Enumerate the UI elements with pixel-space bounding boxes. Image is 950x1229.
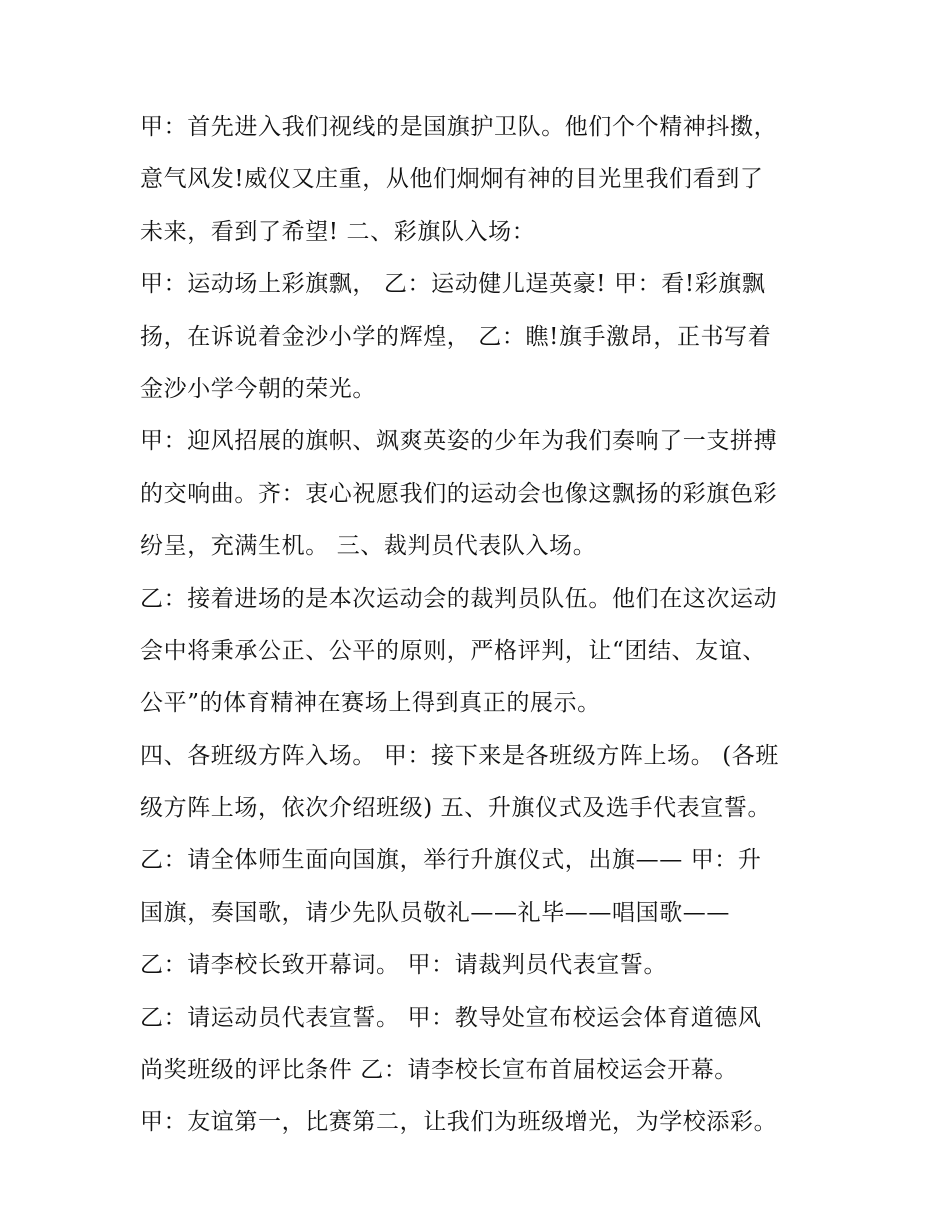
text-line: 金沙小学今朝的荣光。 — [140, 375, 376, 402]
text-line: 意气风发!威仪又庄重，从他们炯炯有神的目光里我们看到了 — [140, 166, 764, 193]
text-line: 甲：迎风招展的旗帜、飒爽英姿的少年为我们奏响了一支拼搏 — [140, 428, 778, 455]
text-line: 甲：运动场上彩旗飘， 乙：运动健儿逞英豪! 甲：看!彩旗飘 — [140, 271, 766, 298]
text-line: 尚奖班级的评比条件 乙：请李校长宣布首届校运会开幕。 — [140, 1057, 738, 1084]
text-line: 乙：请全体师生面向国旗，举行升旗仪式，出旗—— 甲：升 — [140, 847, 762, 874]
text-line: 乙：请李校长致开幕词。 甲：请裁判员代表宣誓。 — [140, 952, 668, 979]
text-line: 级方阵上场，依次介绍班级) 五、升旗仪式及选手代表宣誓。 — [140, 795, 772, 822]
text-line: 纷呈，充满生机。 三、裁判员代表队入场。 — [140, 533, 597, 560]
document-body — [140, 107, 820, 1155]
text-line: 的交响曲。齐：衷心祝愿我们的运动会也像这飘扬的彩旗色彩 — [140, 480, 778, 507]
text-line: 会中将秉承公正、公平的原则，严格评判，让“团结、友谊、 — [140, 637, 766, 664]
text-line: 四、各班级方阵入场。 甲：接下来是各班级方阵上场。 (各班 — [140, 742, 779, 769]
text-line: 乙：请运动员代表宣誓。 甲：教导处宣布校运会体育道德风 — [140, 1004, 762, 1031]
text-line: 乙：接着进场的是本次运动会的裁判员队伍。他们在这次运动 — [140, 585, 778, 612]
text-line: 国旗，奏国歌，请少先队员敬礼——礼毕——唱国歌—— — [140, 899, 730, 926]
text-line: 未来，看到了希望! 二、彩旗队入场： — [140, 218, 536, 245]
text-line: 公平”的体育精神在赛场上得到真正的展示。 — [140, 690, 601, 717]
text-line: 扬，在诉说着金沙小学的辉煌， 乙：瞧!旗手激昂，正书写着 — [140, 323, 772, 350]
text-line: 甲：友谊第一，比赛第二，让我们为班级增光，为学校添彩。 — [140, 1109, 778, 1136]
text-line: 甲：首先进入我们视线的是国旗护卫队。他们个个精神抖擞， — [140, 114, 778, 140]
